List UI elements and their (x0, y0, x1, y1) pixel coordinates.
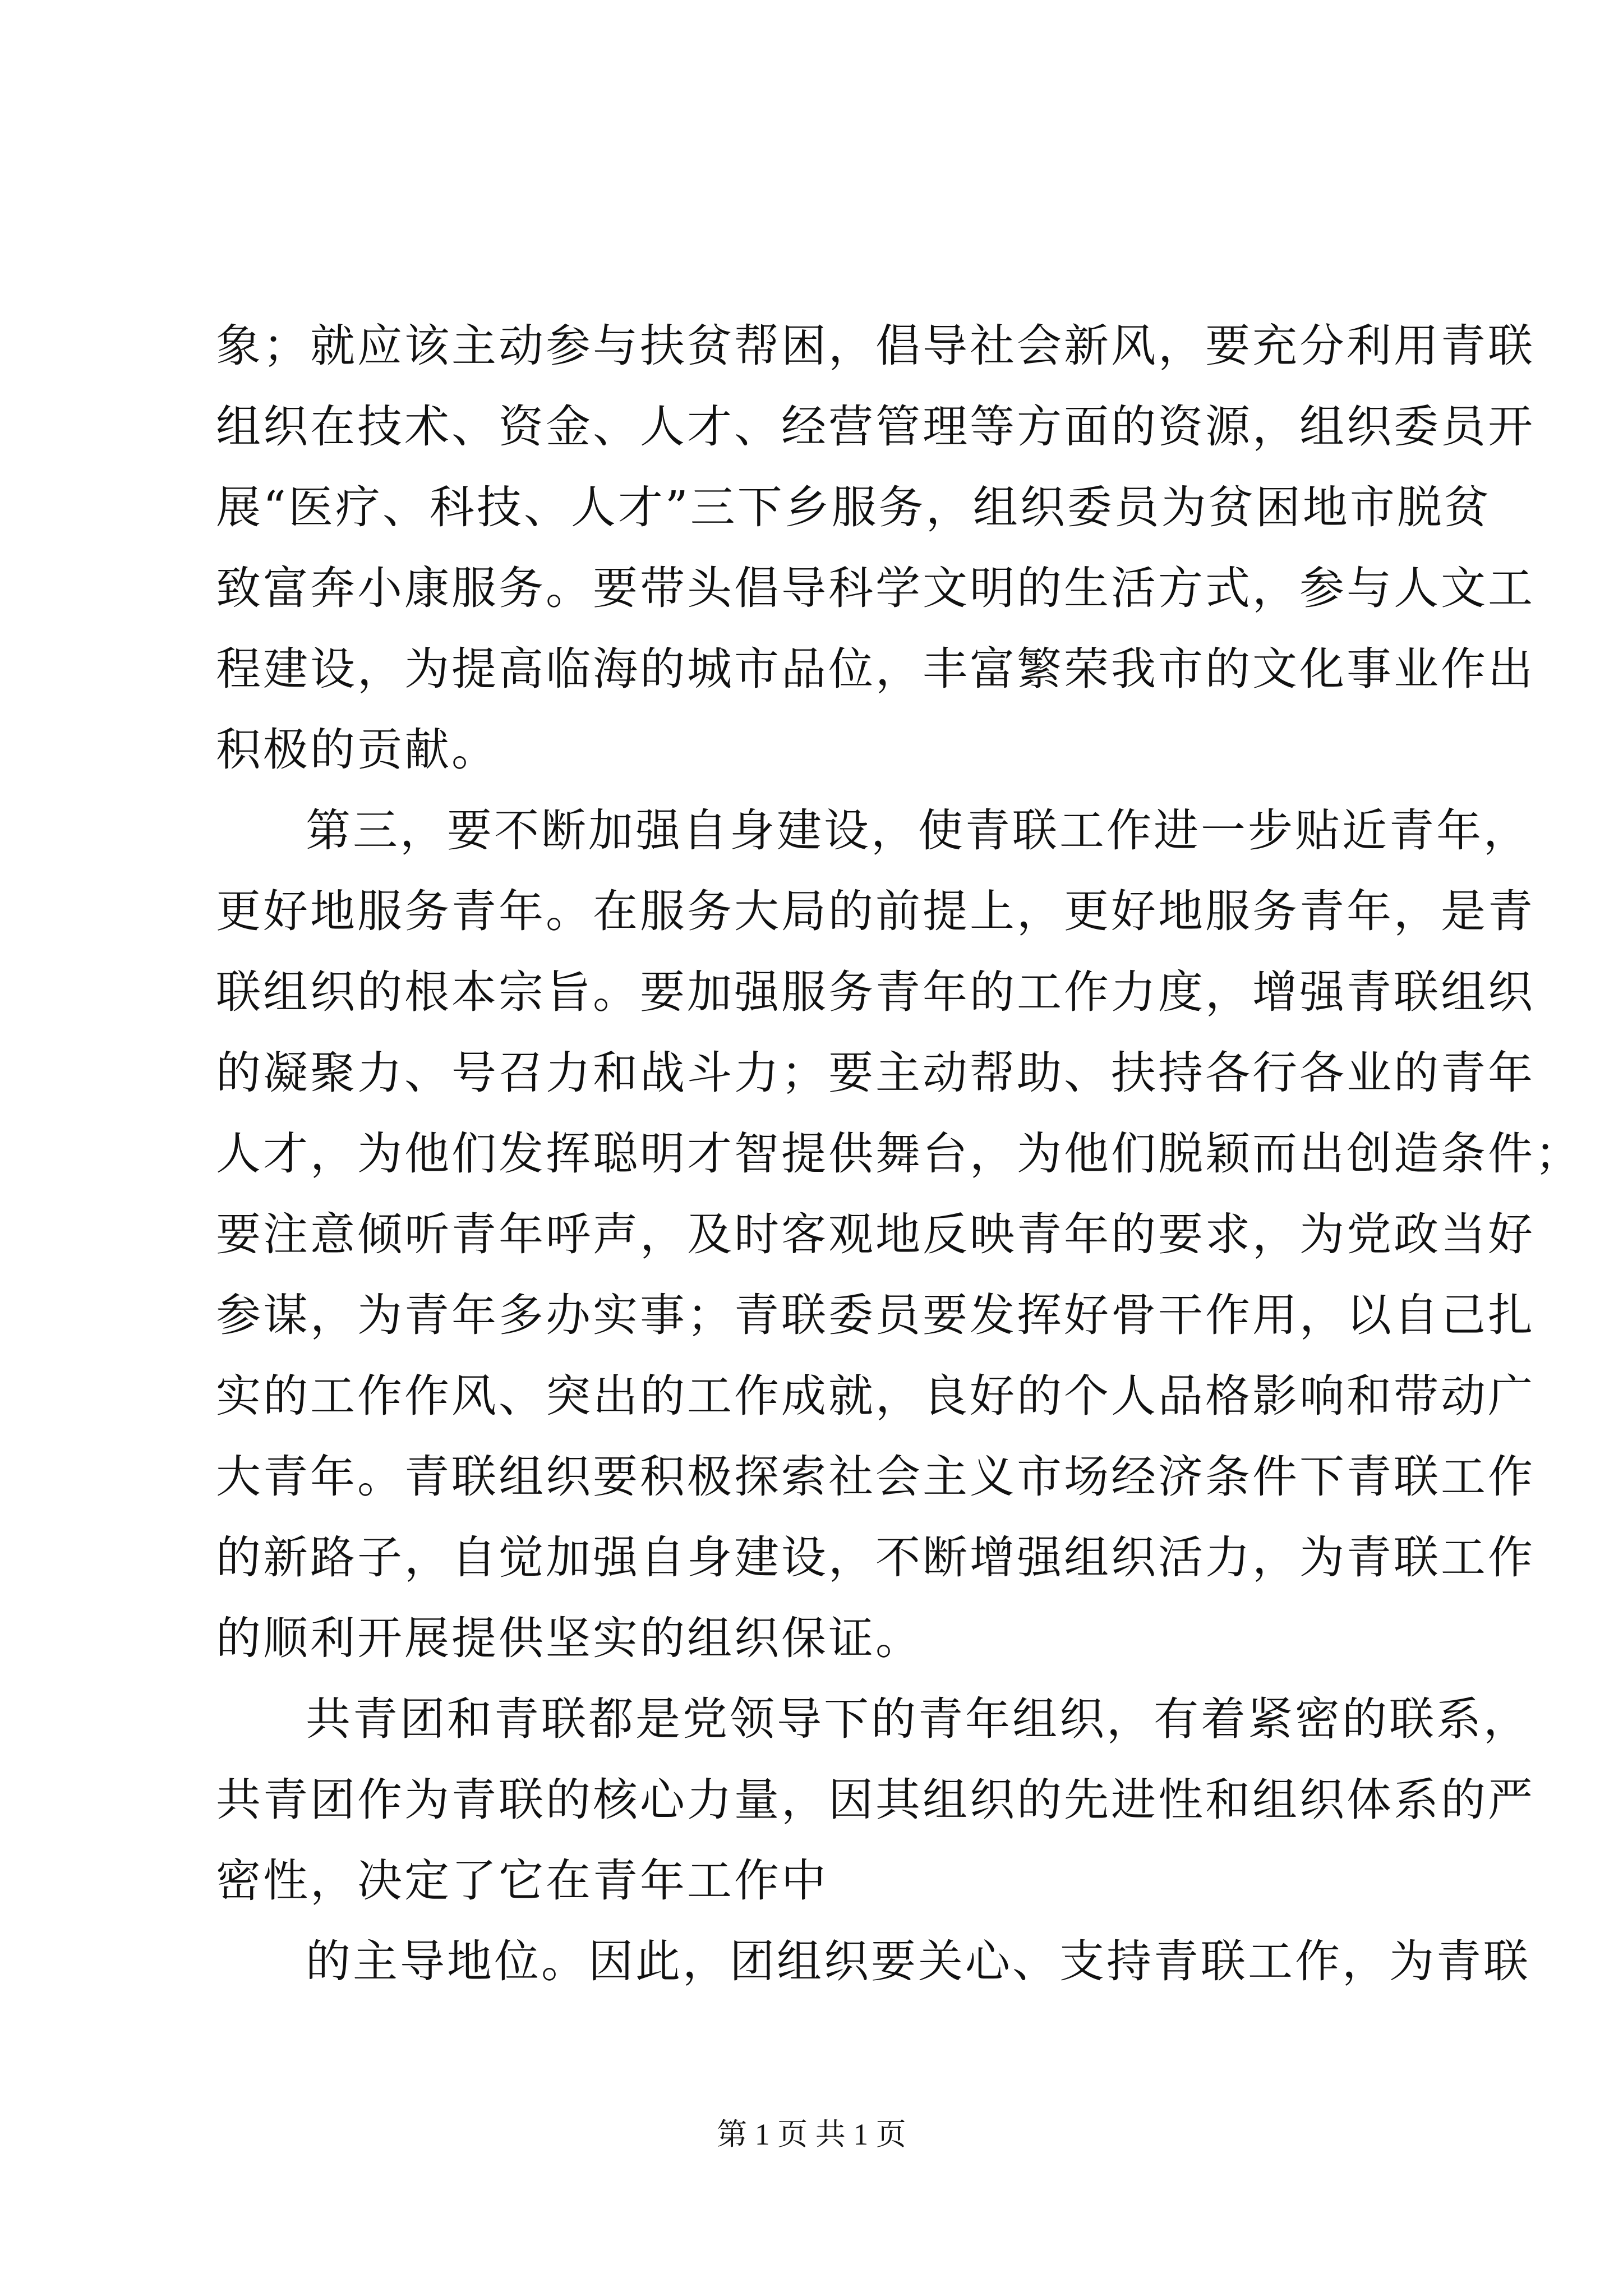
document-body (216, 306, 1582, 2002)
text-line: 第三，要不断加强自身建设，使青联工作进一步贴近青年， (306, 804, 1530, 857)
text-line: 程建设，为提高临海的城市品位，丰富繁荣我市的文化事业作出 (216, 643, 1535, 695)
text-line: 共青团作为青联的核心力量，因其组织的先进性和组织体系的严 (216, 1774, 1535, 1826)
text-line: 密性，决定了它在青年工作中 (216, 1855, 828, 1907)
paragraph-4 (216, 1921, 1530, 2002)
text-line: 组织在技术、资金、人才、经营管理等方面的资源，组织委员开 (216, 401, 1535, 453)
text-line: 更好地服务青年。在服务大局的前提上，更好地服务青年，是青 (216, 885, 1535, 937)
text-line: 实的工作作风、突出的工作成就，良好的个人品格影响和带动广 (216, 1370, 1535, 1422)
text-line: 要注意倾听青年呼声，及时客观地反映青年的要求，为党政当好 (216, 1208, 1535, 1260)
paragraph-1 (216, 306, 1535, 790)
text-line: 积极的贡献。 (216, 724, 499, 776)
text-line: 的主导地位。因此，团组织要关心、支持青联工作，为青联 (306, 1935, 1530, 1987)
text-line: 象；就应该主动参与扶贫帮困，倡导社会新风，要充分利用青联 (216, 320, 1535, 372)
text-line: 致富奔小康服务。要带头倡导科学文明的生活方式，参与人文工 (216, 562, 1535, 614)
page-number-footer: 第 1 页 共 1 页 (717, 2118, 906, 2151)
paragraph-2 (216, 790, 1582, 1679)
text-line: 参谋，为青年多办实事；青联委员要发挥好骨干作用，以自己扎 (216, 1289, 1535, 1341)
text-line: 共青团和青联都是党领导下的青年组织，有着紧密的联系， (306, 1693, 1530, 1745)
text-line: 联组织的根本宗旨。要加强服务青年的工作力度，增强青联组织 (216, 966, 1535, 1018)
text-line: 的凝聚力、号召力和战斗力；要主动帮助、扶持各行各业的青年 (216, 1047, 1535, 1099)
text-line: 的顺利开展提供坚实的组织保证。 (216, 1612, 923, 1664)
text-line: 展“医疗、科技、人才”三下乡服务，组织委员为贫困地市脱贫 (216, 481, 1491, 533)
text-line: 的新路子，自觉加强自身建设，不断增强组织活力，为青联工作 (216, 1531, 1535, 1584)
paragraph-3 (216, 1679, 1535, 1921)
text-line: 人才，为他们发挥聪明才智提供舞台，为他们脱颖而出创造条件； (216, 1128, 1582, 1180)
text-line: 大青年。青联组织要积极探索社会主义市场经济条件下青联工作 (216, 1451, 1535, 1503)
